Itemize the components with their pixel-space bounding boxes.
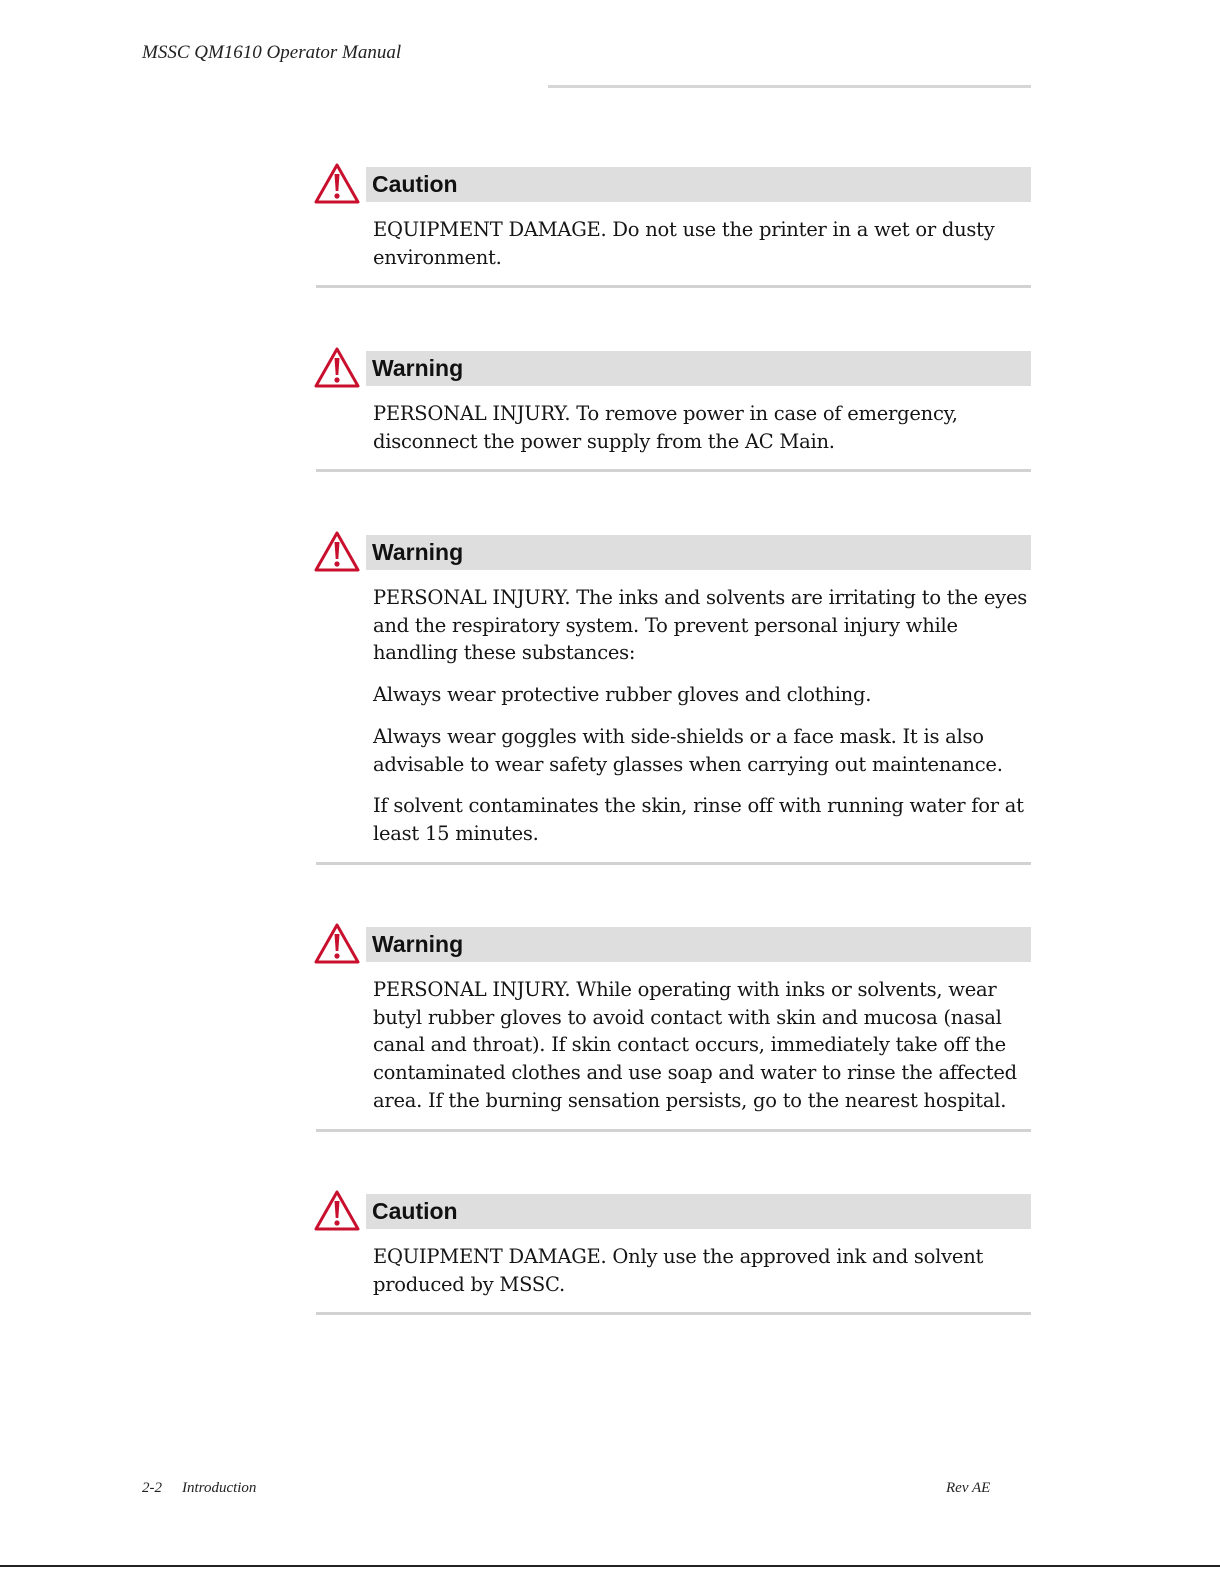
warning-triangle-icon bbox=[314, 163, 360, 205]
notice-heading-bar bbox=[366, 167, 1031, 202]
header-rule bbox=[548, 85, 1031, 88]
notice-heading-bar bbox=[366, 351, 1031, 386]
notice-body bbox=[373, 584, 1033, 848]
notice-label: Warning bbox=[372, 355, 464, 381]
notice-rule bbox=[316, 469, 1031, 472]
notice-body bbox=[373, 216, 1033, 271]
notice-warning-1 bbox=[316, 351, 1031, 472]
notice-heading-bar bbox=[366, 535, 1031, 570]
notice-body bbox=[373, 400, 1033, 455]
notice-rule bbox=[316, 862, 1031, 865]
notice-label: Caution bbox=[372, 1198, 458, 1224]
notice-paragraph: EQUIPMENT DAMAGE. Do not use the printer in a wet or dusty environment. bbox=[373, 218, 995, 269]
notice-label: Warning bbox=[372, 539, 464, 565]
notice-label: Caution bbox=[372, 171, 458, 197]
notice-heading-bar bbox=[366, 927, 1031, 962]
notice-paragraph: Always wear protective rubber gloves and clothing. bbox=[373, 683, 872, 707]
footer-revision: Rev AE bbox=[946, 1480, 991, 1496]
notice-caution-1 bbox=[316, 167, 1031, 288]
warning-triangle-icon bbox=[314, 531, 360, 573]
notice-caution-2 bbox=[316, 1194, 1031, 1315]
notice-rule bbox=[316, 285, 1031, 288]
warning-triangle-icon bbox=[314, 1190, 360, 1232]
notice-rule bbox=[316, 1312, 1031, 1315]
notice-paragraph: PERSONAL INJURY. To remove power in case of emergency, disconnect the power supply from the AC Main. bbox=[373, 402, 958, 453]
notice-paragraph: PERSONAL INJURY. While operating with inks or solvents, wear butyl rubber gloves to avoid contact with skin and mucosa (nasal canal and throat). If skin contact occurs, immediately take off the contaminated clothes and use soap and water to rinse the affected area. If the burning sensation persists, go to the nearest hospital. bbox=[373, 978, 1017, 1112]
notice-body bbox=[373, 976, 1033, 1115]
warning-triangle-icon bbox=[314, 923, 360, 965]
notice-rule bbox=[316, 1129, 1031, 1132]
running-header: MSSC QM1610 Operator Manual bbox=[142, 42, 402, 63]
notice-paragraph: Always wear goggles with side-shields or a face mask. It is also advisable to wear safety glasses when carrying out maintenance. bbox=[373, 724, 1003, 776]
page-footer-left bbox=[142, 1480, 256, 1497]
notice-body bbox=[373, 1243, 1033, 1298]
footer-section: Introduction bbox=[182, 1480, 257, 1496]
notice-paragraph: If solvent contaminates the skin, rinse off with running water for at least 15 minutes. bbox=[373, 794, 1024, 845]
notice-warning-2 bbox=[316, 535, 1031, 865]
notice-heading-bar bbox=[366, 1194, 1031, 1229]
notice-label: Warning bbox=[372, 931, 464, 957]
page-number: 2-2 bbox=[142, 1480, 162, 1496]
warning-triangle-icon bbox=[314, 347, 360, 389]
page-bottom-edge bbox=[0, 1565, 1220, 1567]
notice-warning-3 bbox=[316, 927, 1031, 1132]
notice-paragraph: EQUIPMENT DAMAGE. Only use the approved ink and solvent produced by MSSC. bbox=[373, 1245, 984, 1296]
notice-paragraph: PERSONAL INJURY. The inks and solvents are irritating to the eyes and the respiratory system. To prevent personal injury while handling these substances: bbox=[373, 586, 1027, 665]
